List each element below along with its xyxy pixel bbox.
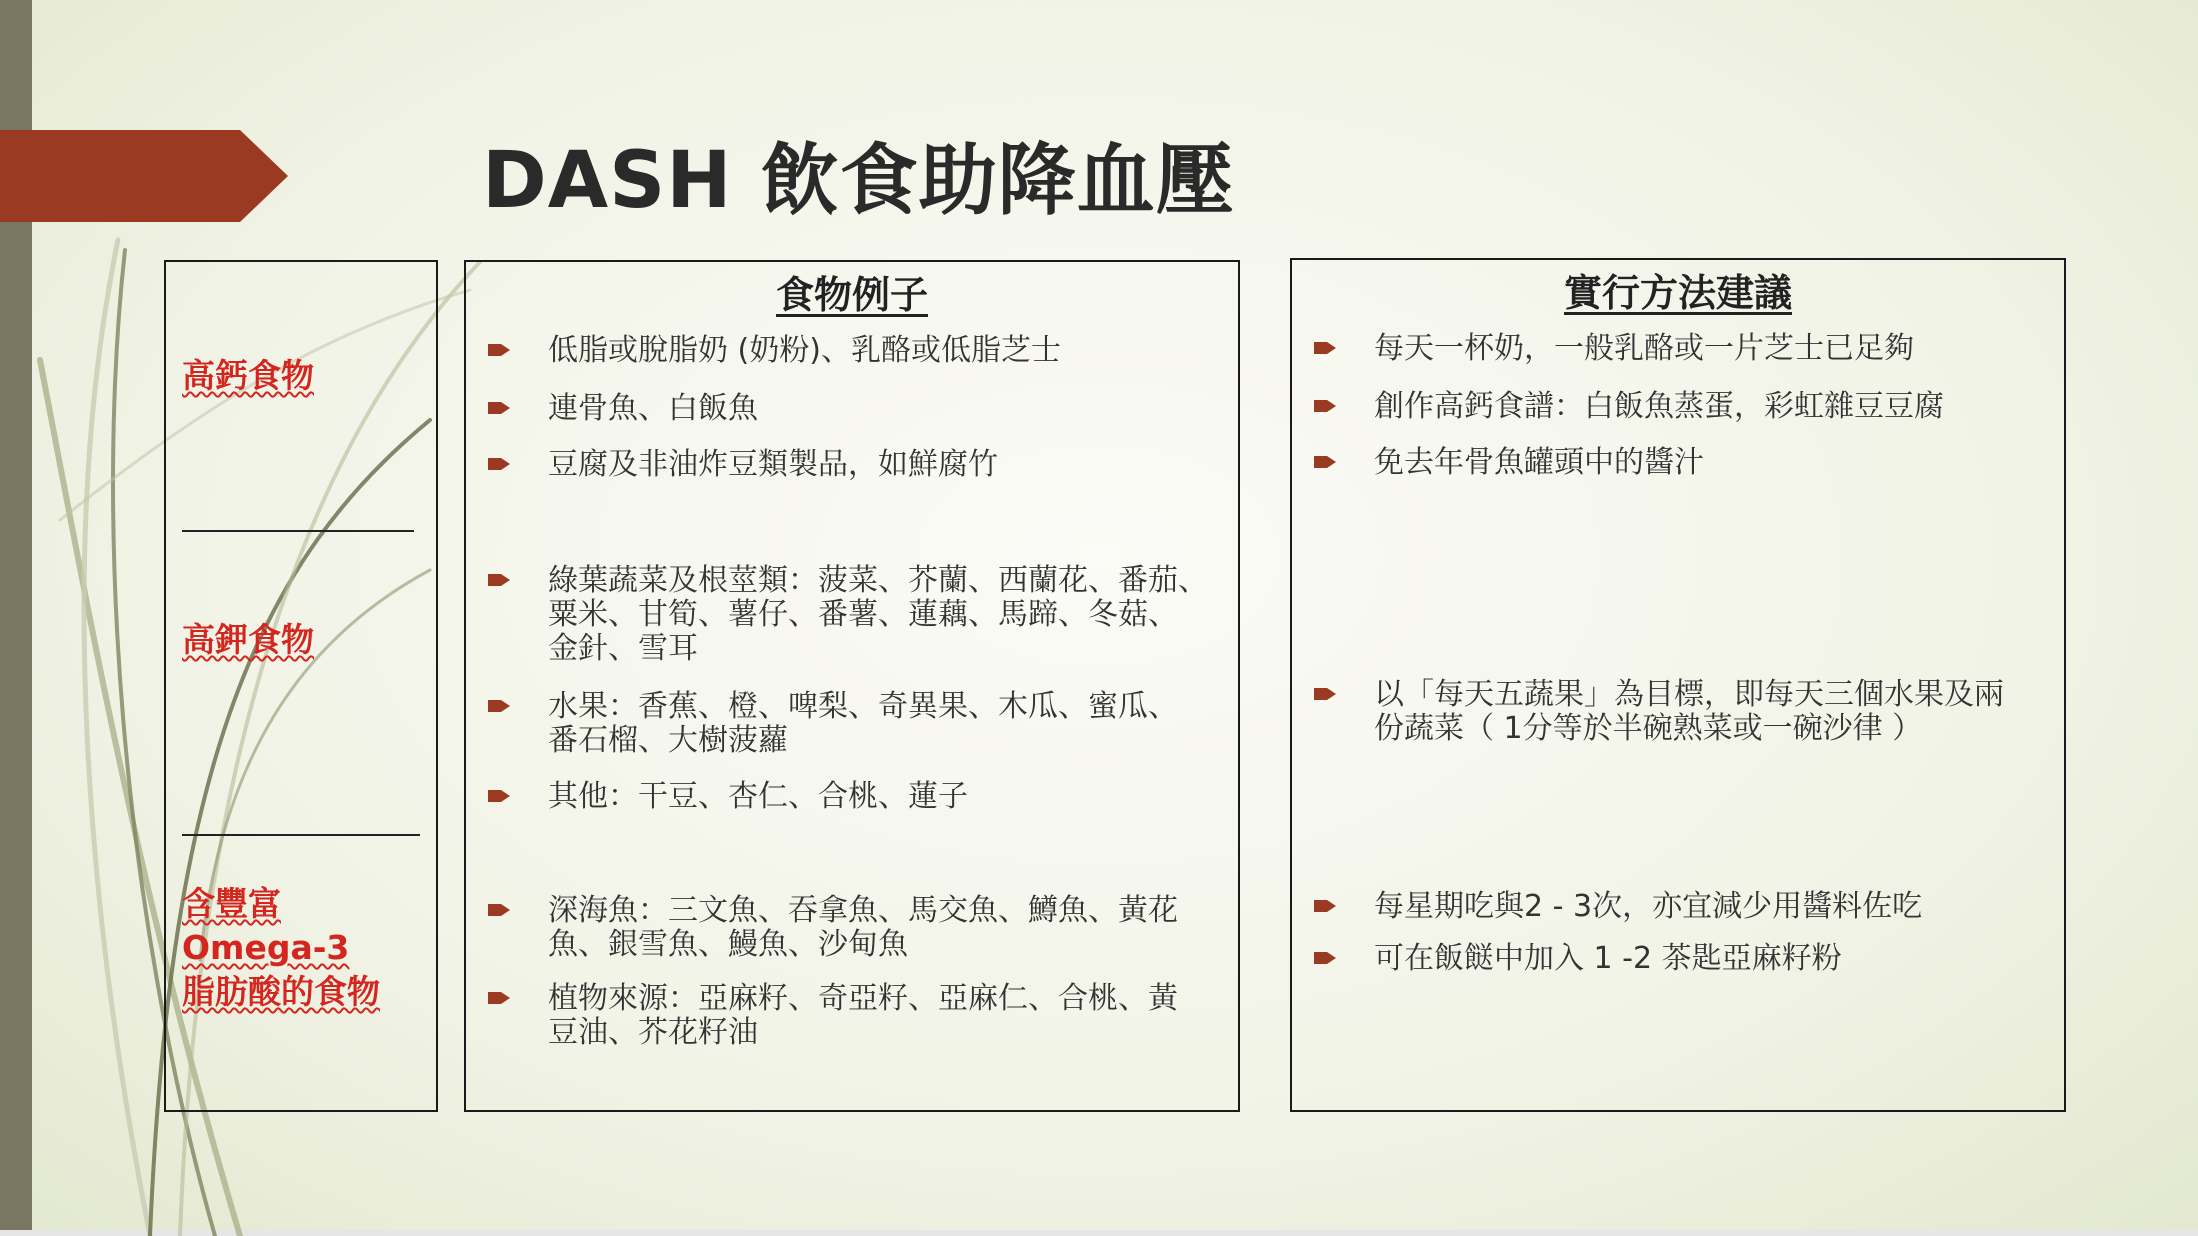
category-omega3 [182,882,380,1014]
tip-line: 可在飯餸中加入 1 -2 茶匙亞麻籽粉 [1374,941,1842,976]
food-example-item [488,448,1220,482]
food-example-line: 粟米、甘筍、薯仔、番薯、蓮藕、馬蹄、冬菇、 [548,597,1178,632]
food-example-item [488,780,1220,814]
arrow-bullet-icon [488,902,510,918]
food-example-line: 植物來源：亞麻籽、奇亞籽、亞麻仁、合桃、黃 [548,981,1178,1016]
arrow-bullet-icon [1314,398,1336,414]
category-divider [182,834,420,836]
food-example-line: 水果：香蕉、橙、啤梨、奇異果、木瓜、蜜瓜、 [548,689,1178,724]
food-example-line: 豆油、芥花籽油 [548,1015,758,1050]
tip-item [1314,390,2046,424]
food-example-line: 豆腐及非油炸豆類製品，如鮮腐竹 [548,447,998,482]
category-column [164,260,438,1112]
food-example-line: 番石榴、大樹菠蘿 [548,723,788,758]
arrow-bullet-icon [488,456,510,472]
tip-line: 每星期吃與2 - 3次，亦宜減少用醬料佐吃 [1374,889,1923,924]
food-examples-header: 食物例子 [775,273,928,317]
tip-line: 每天一杯奶，一般乳酪或一片芝士已足夠 [1374,331,1914,366]
arrow-bullet-icon [488,990,510,1006]
arrow-bullet-icon [488,400,510,416]
category-omega3-line: Omega-3 [182,928,350,967]
food-example-item [488,564,1220,666]
food-example-item [488,894,1220,962]
food-examples-column [464,260,1240,1112]
arrow-bullet-icon [1314,686,1336,702]
tips-header: 實行方法建議 [1563,271,1792,315]
arrow-bullet-icon [1314,454,1336,470]
tip-line: 創作高鈣食譜：白飯魚蒸蛋，彩虹雜豆豆腐 [1374,389,1944,424]
food-example-line: 金針、雪耳 [548,631,698,666]
food-example-item [488,392,1220,426]
arrow-bullet-icon [488,572,510,588]
food-example-line: 低脂或脫脂奶 (奶粉)、乳酪或低脂芝士 [548,333,1061,368]
tip-item [1314,890,2046,924]
tip-item [1314,678,2046,746]
category-omega3-line: 脂肪酸的食物 [182,972,380,1011]
tip-line: 份蔬菜（ 1分等於半碗熟菜或一碗沙律 ） [1374,711,1923,746]
category-omega3-line: 含豐富 [182,884,281,923]
tip-item [1314,942,2046,976]
tip-line: 以「每天五蔬果」為目標，即每天三個水果及兩 [1374,677,2004,712]
food-example-item [488,334,1220,368]
food-example-line: 綠葉蔬菜及根莖類：菠菜、芥蘭、西蘭花、番茄、 [548,563,1208,598]
food-example-line: 連骨魚、白飯魚 [548,391,758,426]
category-divider [182,530,414,532]
arrow-bullet-icon [1314,340,1336,356]
arrow-bullet-icon [488,788,510,804]
food-example-item [488,690,1220,758]
arrow-bullet-icon [488,342,510,358]
food-example-item [488,982,1220,1050]
tip-line: 免去年骨魚罐頭中的醬汁 [1374,445,1704,480]
category-high-potassium: 高鉀食物 [182,620,314,659]
slide-title: DASH 飲食助降血壓 [482,136,1235,226]
category-high-calcium: 高鈣食物 [182,356,314,395]
food-example-line: 深海魚：三文魚、吞拿魚、馬交魚、鱒魚、黃花 [548,893,1178,928]
arrow-bullet-icon [1314,898,1336,914]
tip-item [1314,446,2046,480]
food-example-line: 魚、銀雪魚、鰻魚、沙甸魚 [548,927,908,962]
tip-item [1314,332,2046,366]
arrow-banner-icon [0,130,288,222]
arrow-bullet-icon [488,698,510,714]
food-example-line: 其他：干豆、杏仁、合桃、蓮子 [548,779,968,814]
tips-column [1290,258,2066,1112]
arrow-bullet-icon [1314,950,1336,966]
